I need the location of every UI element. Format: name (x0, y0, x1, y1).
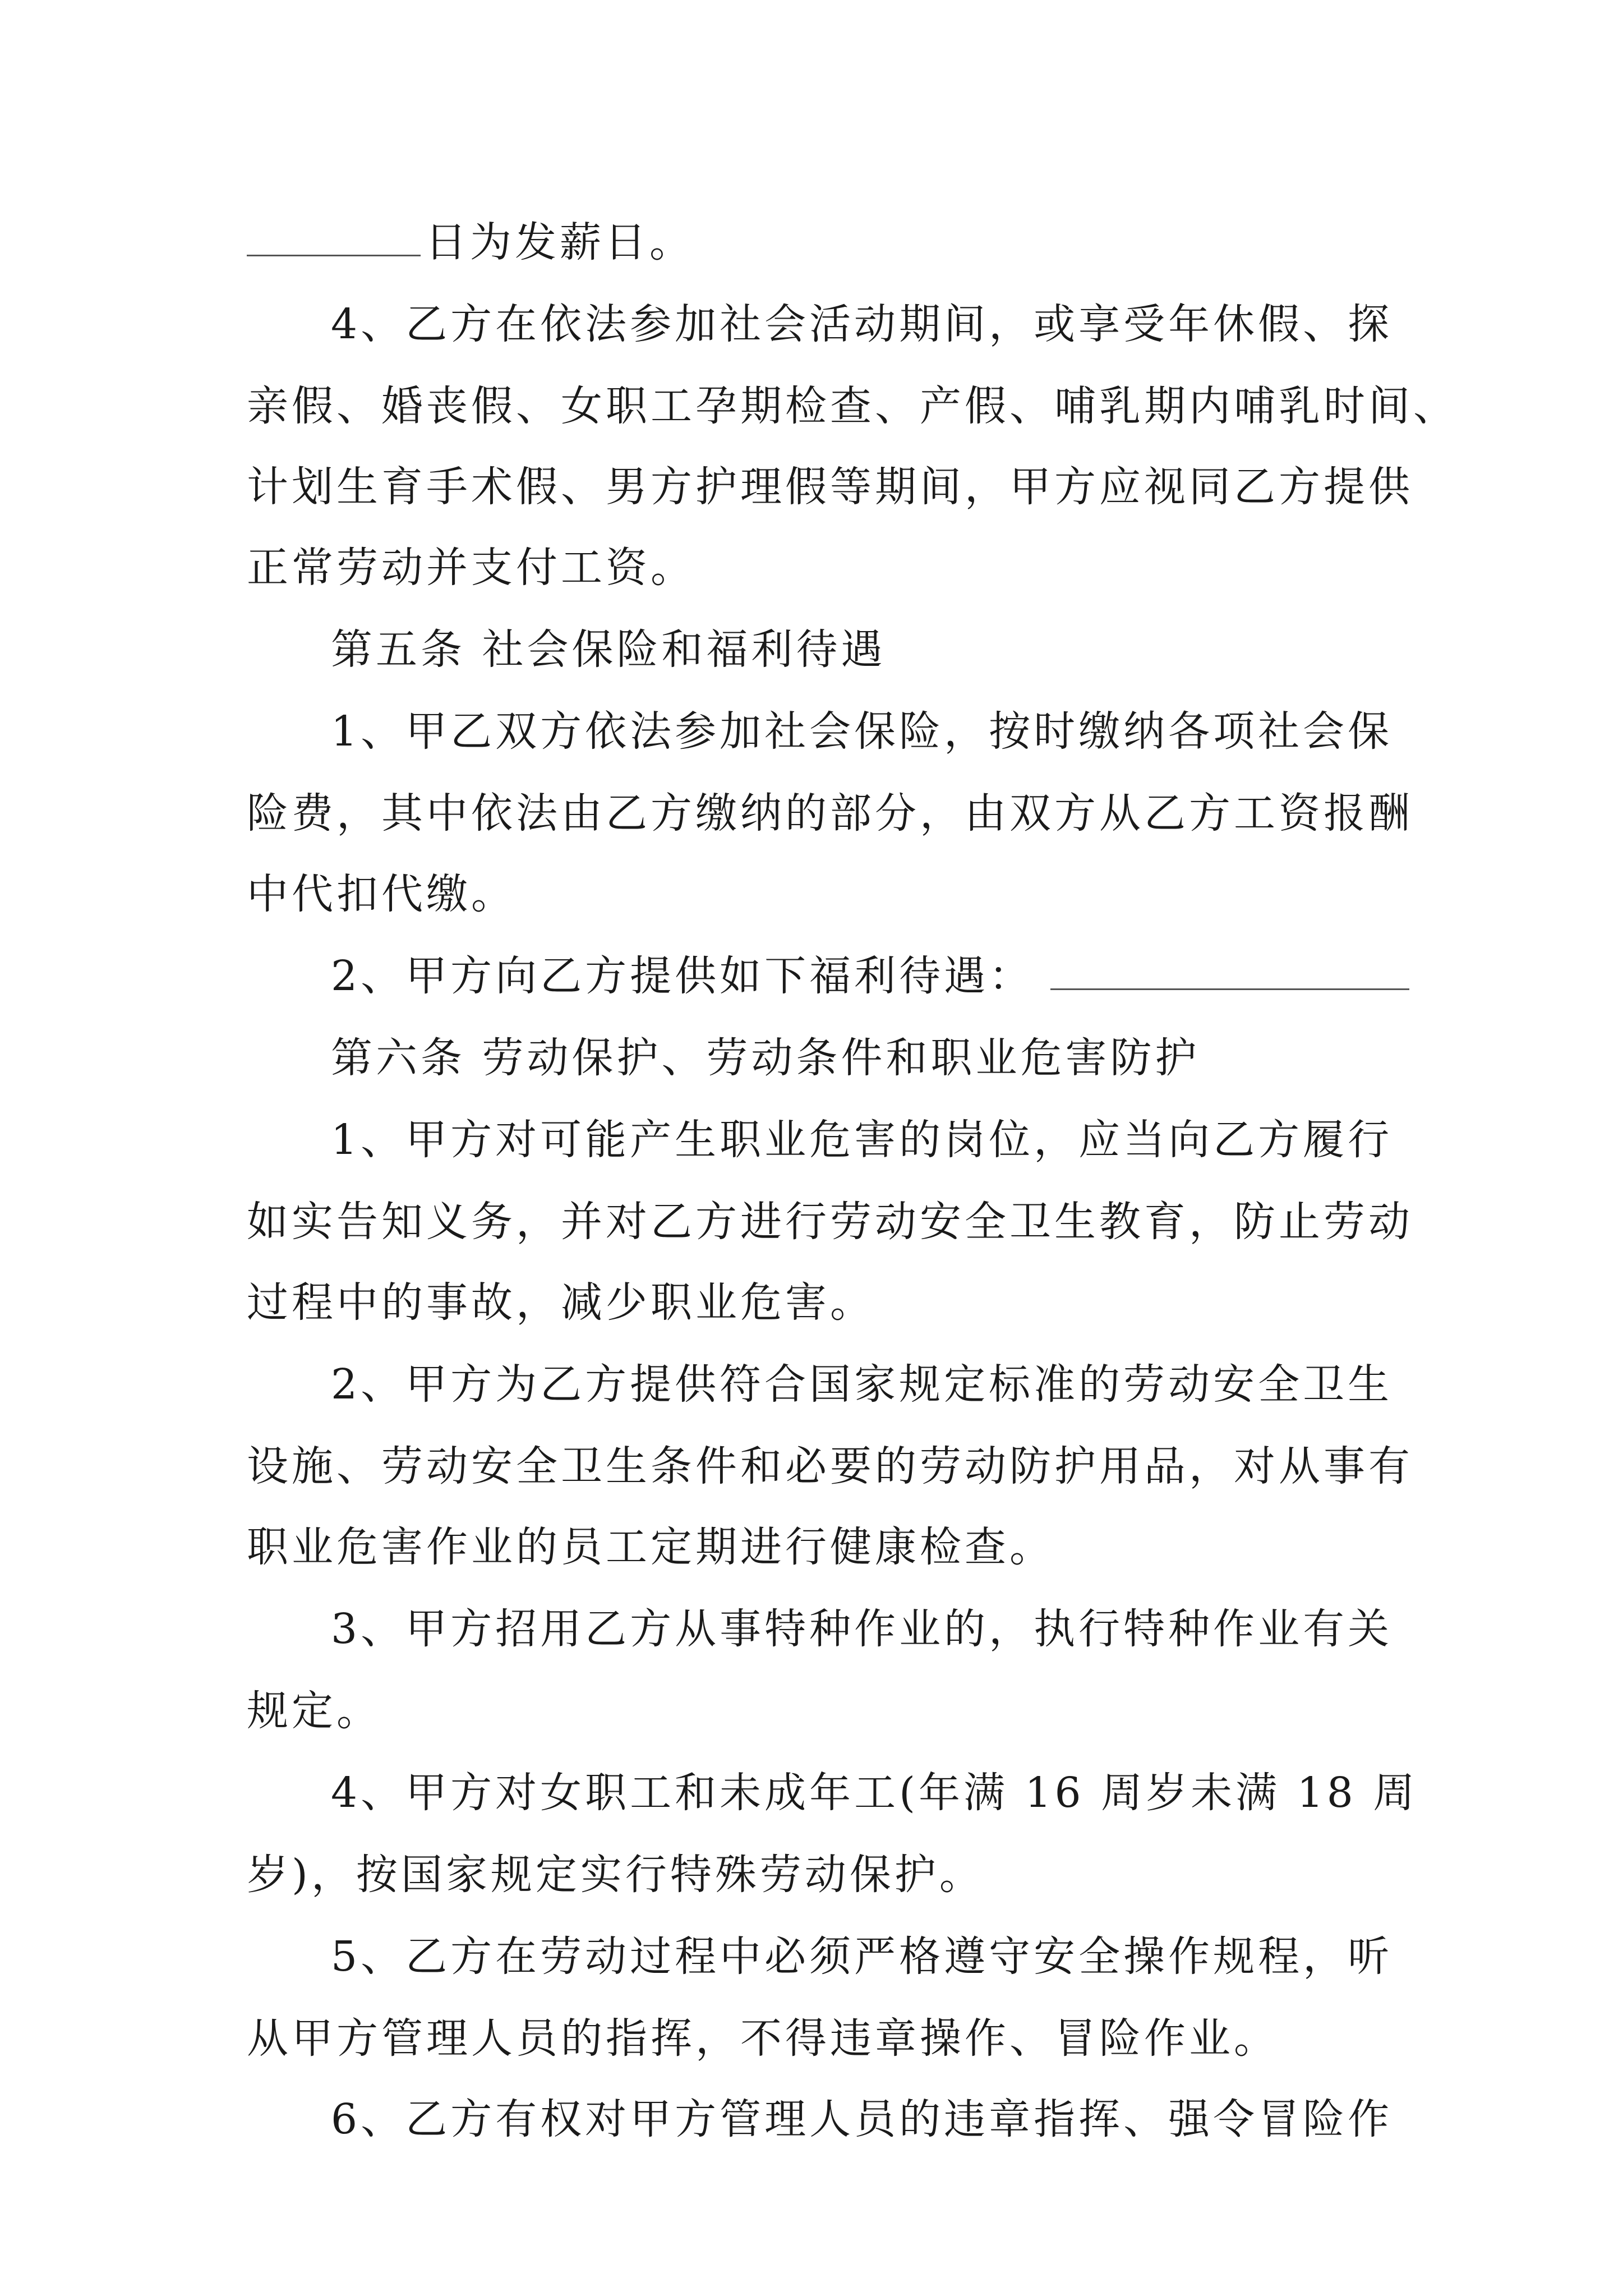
paragraph-line: 正常劳动并支付工资。 (247, 544, 695, 592)
paragraph-line: 1、甲乙双方依法参加社会保险，按时缴纳各项社会保 (331, 707, 1393, 756)
paragraph-line: 规定。 (247, 1687, 381, 1735)
line-text: 日为发薪日。 (425, 218, 694, 266)
section-heading: 第五条 社会保险和福利待遇 (331, 625, 886, 674)
paragraph-line: 4、乙方在依法参加社会活动期间，或享受年休假、探 (331, 300, 1393, 348)
paragraph-line: 2、甲方为乙方提供符合国家规定标准的劳动安全卫生 (331, 1360, 1393, 1409)
paragraph-line: 亲假、婚丧假、女职工孕期检查、产假、哺乳期内哺乳时间、 (247, 382, 1458, 430)
paragraph-line: 3、甲方招用乙方从事特种作业的，执行特种作业有关 (331, 1605, 1393, 1653)
line-text: 2、甲方向乙方提供如下福利待遇： (331, 952, 1034, 1000)
paragraph-line: 从甲方管理人员的指挥，不得违章操作、冒险作业。 (247, 2014, 1279, 2063)
paragraph-line: 职业危害作业的员工定期进行健康检查。 (247, 1523, 1054, 1571)
paragraph-line: 中代扣代缴。 (247, 870, 516, 918)
paragraph-line: 4、甲方对女职工和未成年工(年满 16 周岁未满 18 周 (331, 1769, 1418, 1817)
payday-blank-field[interactable] (247, 213, 421, 256)
paragraph-line: 岁)，按国家规定实行特殊劳动保护。 (247, 1851, 984, 1899)
paragraph-line (331, 942, 1385, 1010)
paragraph-line: 计划生育手术假、男方护理假等期间，甲方应视同乙方提供 (247, 463, 1413, 511)
paragraph-line: 6、乙方有权对甲方管理人员的违章指挥、强令冒险作 (331, 2095, 1393, 2143)
paragraph-line: 设施、劳动安全卫生条件和必要的劳动防护用品，对从事有 (247, 1442, 1413, 1490)
paragraph-line (247, 209, 1385, 276)
benefits-blank-field[interactable] (1050, 947, 1409, 990)
paragraph-line: 过程中的事故，减少职业危害。 (247, 1278, 875, 1327)
section-heading: 第六条 劳动保护、劳动条件和职业危害防护 (331, 1034, 1200, 1082)
paragraph-line: 5、乙方在劳动过程中必须严格遵守安全操作规程，听 (331, 1932, 1393, 1981)
paragraph-line: 险费，其中依法由乙方缴纳的部分，由双方从乙方工资报酬 (247, 789, 1413, 838)
paragraph-line: 1、甲方对可能产生职业危害的岗位，应当向乙方履行 (331, 1116, 1393, 1164)
paragraph-line: 如实告知义务，并对乙方进行劳动安全卫生教育，防止劳动 (247, 1198, 1413, 1246)
